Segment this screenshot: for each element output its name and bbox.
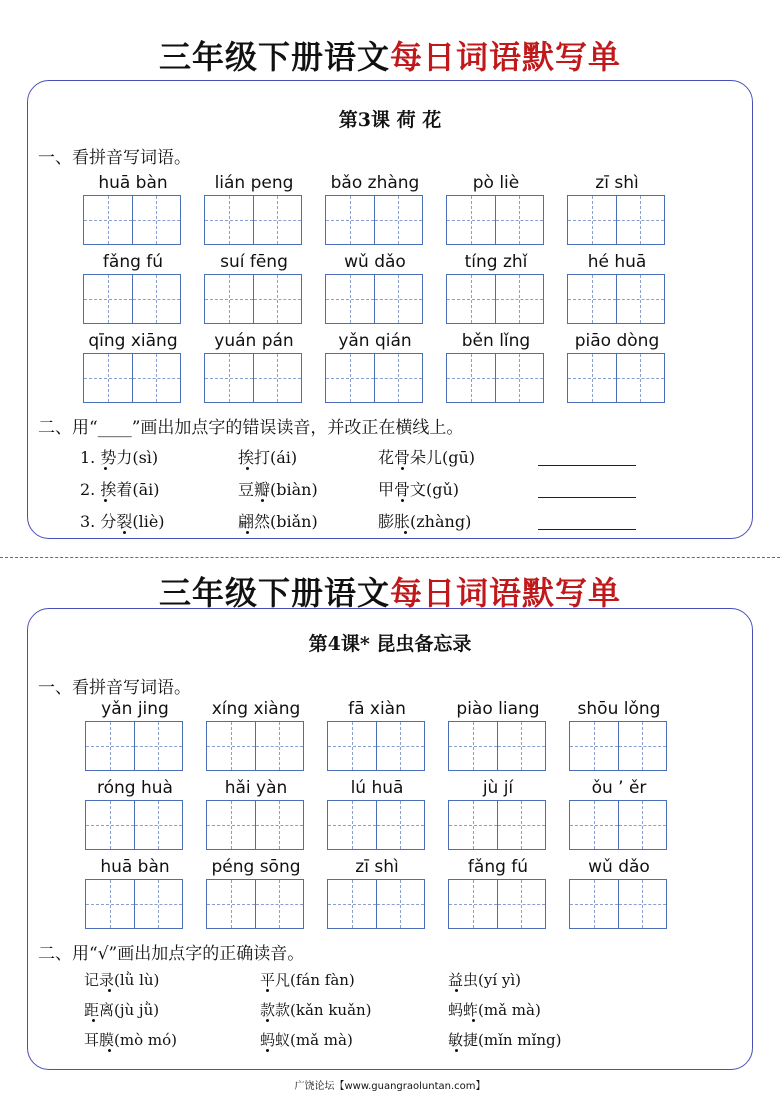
- question-item: 翩然(biǎn): [238, 512, 318, 531]
- writing-box[interactable]: [567, 353, 665, 403]
- writing-box[interactable]: [204, 353, 302, 403]
- emphasis-dot: [123, 531, 126, 534]
- pinyin-label: zī shì: [355, 857, 399, 877]
- question-item: 益虫(yí yì): [448, 971, 522, 989]
- question-item: 记录(lǜ lù): [84, 971, 160, 989]
- pinyin-label: róng huà: [97, 778, 173, 798]
- pinyin-label: fǎng fú: [102, 252, 164, 272]
- pinyin-label: hé huā: [587, 252, 647, 272]
- emphasis-dot: [266, 1049, 269, 1052]
- sheet2-section1-heading: 一、看拼音写词语。: [38, 678, 191, 698]
- pinyin-label: piāo dòng: [574, 331, 660, 351]
- writing-box[interactable]: [448, 800, 546, 850]
- emphasis-dot: [246, 467, 249, 470]
- writing-box[interactable]: [325, 274, 423, 324]
- emphasis-dot: [108, 989, 111, 992]
- pinyin-label: shōu lǒng: [577, 699, 661, 719]
- pinyin-label: lú huā: [350, 778, 404, 798]
- writing-box[interactable]: [325, 195, 423, 245]
- sheet1-section1-heading: 一、看拼音写词语。: [38, 148, 191, 168]
- emphasis-dot: [108, 1049, 111, 1052]
- answer-line[interactable]: [538, 529, 636, 530]
- emphasis-dot: [266, 1019, 269, 1022]
- answer-line[interactable]: [538, 465, 636, 466]
- emphasis-dot: [104, 467, 107, 470]
- question-item: 平凡(fán fàn): [260, 971, 355, 989]
- footer-watermark: 广饶论坛【www.guangraoluntan.com】: [294, 1081, 486, 1092]
- sheet1-lesson-title: 第3课 荷 花: [338, 109, 442, 131]
- sheet1-title-red: 每日词语默写单: [390, 38, 622, 76]
- question-item: 距离(jù jǜ): [84, 1001, 160, 1019]
- pinyin-label: lián peng: [214, 173, 294, 193]
- writing-box[interactable]: [85, 879, 183, 929]
- pinyin-label: tíng zhǐ: [464, 252, 528, 272]
- writing-box[interactable]: [446, 195, 544, 245]
- pinyin-label: bǎo zhàng: [330, 173, 420, 193]
- emphasis-dot: [401, 467, 404, 470]
- question-item: 3. 分裂(liè): [80, 512, 165, 531]
- writing-box[interactable]: [327, 800, 425, 850]
- question-item: 花骨朵儿(gū): [378, 448, 476, 467]
- emphasis-dot: [266, 989, 269, 992]
- emphasis-dot: [261, 499, 264, 502]
- writing-box[interactable]: [206, 800, 304, 850]
- pinyin-label: jù jí: [482, 778, 514, 798]
- question-item: 蚂蚱(mǎ mà): [448, 1001, 541, 1019]
- pinyin-label: huā bàn: [98, 173, 168, 193]
- pinyin-label: qīng xiāng: [88, 331, 178, 351]
- sheet2-title-red: 每日词语默写单: [390, 574, 622, 612]
- question-item: 甲骨文(gǔ): [378, 480, 460, 499]
- question-item: 豆瓣(biàn): [238, 480, 318, 499]
- writing-box[interactable]: [83, 274, 181, 324]
- writing-box[interactable]: [567, 274, 665, 324]
- emphasis-dot: [404, 531, 407, 534]
- writing-box[interactable]: [83, 353, 181, 403]
- pinyin-label: piào liang: [456, 699, 540, 719]
- question-item: 耳膜(mò mó): [84, 1031, 177, 1049]
- writing-box[interactable]: [327, 879, 425, 929]
- writing-box[interactable]: [569, 721, 667, 771]
- answer-line[interactable]: [538, 497, 636, 498]
- pinyin-label: suí fēng: [220, 252, 288, 272]
- pinyin-label: yuán pán: [214, 331, 294, 351]
- pinyin-label: ǒu ’ ěr: [591, 778, 647, 798]
- sheet1-card: [27, 80, 753, 539]
- writing-box[interactable]: [85, 800, 183, 850]
- question-item: 蚂蚁(mǎ mà): [260, 1031, 353, 1049]
- writing-box[interactable]: [85, 721, 183, 771]
- page-divider: [0, 557, 780, 558]
- writing-box[interactable]: [446, 353, 544, 403]
- emphasis-dot: [401, 499, 404, 502]
- pinyin-label: wǔ dǎo: [588, 857, 650, 877]
- writing-box[interactable]: [206, 721, 304, 771]
- writing-box[interactable]: [448, 721, 546, 771]
- writing-box[interactable]: [448, 879, 546, 929]
- pinyin-label: yǎn qián: [338, 331, 412, 351]
- pinyin-label: hǎi yàn: [224, 778, 288, 798]
- pinyin-label: běn lǐng: [461, 331, 531, 351]
- pinyin-label: xíng xiàng: [211, 699, 301, 719]
- question-item: 1. 势力(sì): [80, 448, 159, 467]
- question-item: 款款(kǎn kuǎn): [260, 1001, 372, 1019]
- pinyin-label: zī shì: [595, 173, 639, 193]
- sheet2-title-black: 三年级下册语文: [158, 574, 390, 612]
- writing-box[interactable]: [327, 721, 425, 771]
- emphasis-dot: [92, 1019, 95, 1022]
- emphasis-dot: [455, 1049, 458, 1052]
- question-item: 敏捷(mǐn mǐng): [448, 1031, 562, 1049]
- pinyin-label: fā xiàn: [348, 699, 406, 719]
- pinyin-label: yǎn jing: [101, 699, 169, 719]
- writing-box[interactable]: [204, 195, 302, 245]
- pinyin-label: péng sōng: [211, 857, 301, 877]
- question-item: 2. 挨着(āi): [80, 480, 160, 499]
- pinyin-label: huā bàn: [100, 857, 170, 877]
- emphasis-dot: [472, 1019, 475, 1022]
- writing-box[interactable]: [83, 195, 181, 245]
- pinyin-label: wǔ dǎo: [344, 252, 406, 272]
- question-item: 挨打(ái): [238, 448, 298, 467]
- writing-box[interactable]: [206, 879, 304, 929]
- sheet2-lesson-title: 第4课* 昆虫备忘录: [308, 633, 472, 655]
- writing-box[interactable]: [569, 879, 667, 929]
- sheet1-section2-heading: 二、用“____”画出加点字的错误读音，并改正在横线上。: [38, 418, 464, 438]
- sheet1-title-black: 三年级下册语文: [158, 38, 390, 76]
- writing-box[interactable]: [569, 800, 667, 850]
- sheet2-card: [27, 608, 753, 1070]
- writing-box[interactable]: [325, 353, 423, 403]
- question-item: 膨胀(zhàng): [378, 512, 472, 531]
- emphasis-dot: [455, 989, 458, 992]
- writing-box[interactable]: [567, 195, 665, 245]
- writing-box[interactable]: [204, 274, 302, 324]
- emphasis-dot: [246, 531, 249, 534]
- pinyin-label: fǎng fú: [467, 857, 529, 877]
- sheet1-title: [0, 32, 780, 78]
- sheet2-section2-heading: 二、用“√”画出加点字的正确读音。: [38, 944, 305, 964]
- writing-box[interactable]: [446, 274, 544, 324]
- pinyin-label: pò liè: [472, 173, 520, 193]
- emphasis-dot: [104, 499, 107, 502]
